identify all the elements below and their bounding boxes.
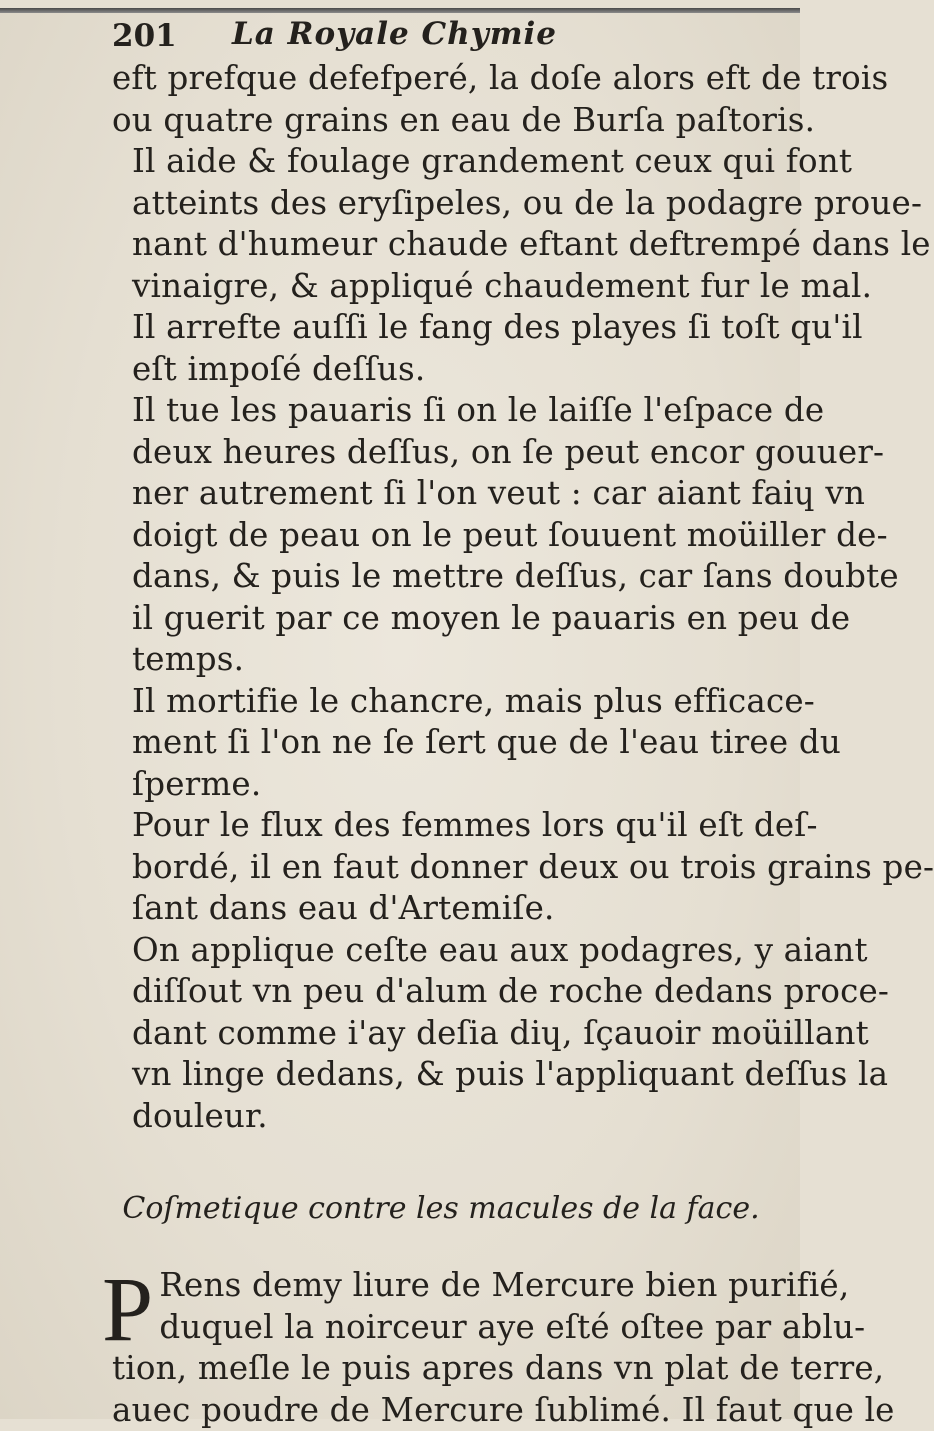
running-title: La Royale Chymie	[232, 16, 557, 52]
text-line: vinaigre, & appliqué chaudement fur le mal.	[112, 266, 770, 308]
text-line: Il tue les pauaris ſi on le laiſſe l'eſpace de	[112, 390, 770, 432]
text-line: nant d'humeur chaude eftant deftrempé dans le	[112, 224, 770, 266]
page-header	[112, 8, 770, 58]
text-line: Pour le flux des femmes lors qu'il eſt deſ-	[112, 805, 770, 847]
text-line: douleur.	[112, 1096, 770, 1138]
text-line: temps.	[112, 639, 770, 681]
text-line: doigt de peau on le peut ſouuent moüiller de-	[112, 515, 770, 557]
text-line: On applique ceſte eau aux podagres, y aiant	[112, 930, 770, 972]
paragraph	[112, 390, 770, 681]
text-line: Il aide & foulage grandement ceux qui font	[112, 141, 770, 183]
paragraph	[112, 58, 770, 141]
text-line: eft prefque defefperé, la doſe alors eft de trois	[112, 58, 770, 100]
text-line: duquel la noirceur aye eſté oſtee par ablu-	[112, 1307, 770, 1349]
paragraph	[112, 681, 770, 806]
text-line: eſt impoſé deſſus.	[112, 349, 770, 391]
text-line: vn linge dedans, & puis l'appliquant deſſus la	[112, 1054, 770, 1096]
text-line: bordé, il en faut donner deux ou trois grains pe-	[112, 847, 770, 889]
text-line: deux heures deſſus, on ſe peut encor gouuer-	[112, 432, 770, 474]
paragraph	[112, 307, 770, 390]
body-text	[112, 58, 770, 1431]
paragraph	[112, 141, 770, 307]
text-line: il guerit par ce moyen le pauaris en peu de	[112, 598, 770, 640]
section-paragraph	[112, 1265, 770, 1431]
text-line: tion, meſle le puis apres dans vn plat de terre,	[112, 1348, 770, 1390]
text-line: Rens demy liure de Mercure bien purifié,	[112, 1265, 770, 1307]
text-line: ſperme.	[112, 764, 770, 806]
text-line: Il arrefte auſſi le fang des playes ſi toſt qu'il	[112, 307, 770, 349]
paragraph	[112, 805, 770, 930]
text-line: dant comme i'ay deſia diɥ, ſçauoir moüillant	[112, 1013, 770, 1055]
paragraph	[112, 930, 770, 1138]
page-number: 201	[112, 18, 177, 54]
text-line: dans, & puis le mettre deſſus, car ſans doubte	[112, 556, 770, 598]
text-line: ment ſi l'on ne ſe ſert que de l'eau tiree du	[112, 722, 770, 764]
drop-cap-initial: P	[102, 1271, 153, 1347]
text-line: Il mortifie le chancre, mais plus efficace-	[112, 681, 770, 723]
text-line: atteints des eryſipeles, ou de la podagre proue-	[112, 183, 770, 225]
text-line: ou quatre grains en eau de Burſa paſtoris.	[112, 100, 770, 142]
text-line: ner autrement ſi l'on veut : car aiant faiɥ vn	[112, 473, 770, 515]
text-line: ſant dans eau d'Artemiſe.	[112, 888, 770, 930]
book-page	[0, 8, 800, 1419]
text-line: auec poudre de Mercure ſublimé. Il faut que le	[112, 1390, 770, 1431]
text-line: diſſout vn peu d'alum de roche dedans proce-	[112, 971, 770, 1013]
section-title: Coſmetique contre les macules de la face.	[112, 1189, 770, 1229]
